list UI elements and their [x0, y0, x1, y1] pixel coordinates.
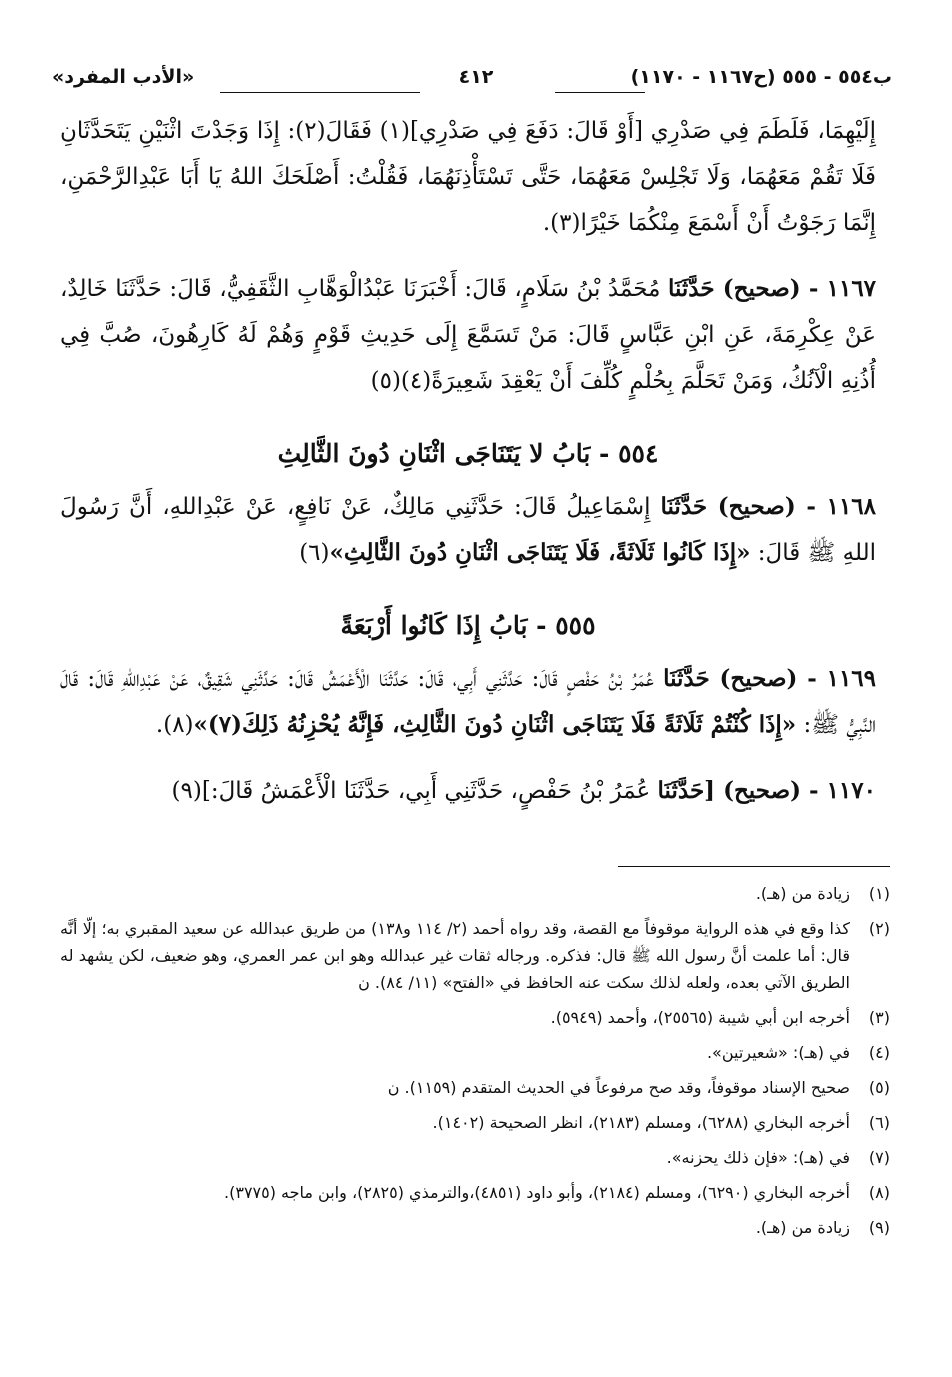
footnote [60, 1179, 890, 1206]
footnote-text: أخرجه ابن أبي شيبة (٢٥٥٦٥)، وأحمد (٥٩٤٩). [550, 1008, 850, 1027]
hadith-1169-note: (٨). [155, 712, 194, 738]
hadith-1169-text: عُمَرُ بْنُ حَفْصٍ قَالَ: حَدَّثَنِي أَبِي، قَالَ: حَدَّثَنَا الْأَعْمَشُ قَالَ: حَدَّثَنِي شَقِيقٌ، عَنْ عَبْدِاللهِ قَالَ: قَالَ النَّبِيُّ ﷺ: [60, 666, 876, 738]
footnote [60, 915, 890, 996]
hadith-1169-quote: «إِذَا كُنْتُمْ ثَلَاثَةً فَلَا يَتَنَاجَى اثْنَانِ دُونَ الثَّالِثِ، فَإِنَّهُ يُحْزِنُهُ ذَلِكَ(٧)» [193, 711, 797, 738]
footnote [60, 1214, 890, 1241]
hadith-1168-text: إِسْمَاعِيلُ قَالَ: حَدَّثَنِي مَالِكٌ، عَنْ نَافِعٍ، عَنْ عَبْدِاللهِ، أَنَّ رَسُولَ اللهِ ﷺ قَالَ: [60, 494, 876, 566]
hadith-1167-text: مُحَمَّدُ بْنُ سَلَامٍ، قَالَ: أَخْبَرَنَا عَبْدُالْوَهَّابِ الثَّقَفِيُّ، قَالَ: حَدَّثَنَا خَالِدٌ، عَنْ عِكْرِمَةَ، عَنِ ابْنِ عَبَّاسٍ قَالَ: مَنْ تَسَمَّعَ إِلَى حَدِيثِ قَوْمٍ وَهُمْ لَهُ كَارِهُونَ، صُبَّ فِي أُذُنِهِ الْآنُكُ، وَمَنْ تَحَلَّمَ بِحُلْمٍ كُلِّفَ أَنْ يَعْقِدَ شَعِيرَةً(٤)(٥) [60, 276, 876, 394]
continuation-paragraph: إِلَيْهِمَا، فَلَطَمَ فِي صَدْرِي [أَوْ قَالَ: دَفَعَ فِي صَدْرِي](١) فَقَالَ(٢): إِذَا وَجَدْتَ اثْنَيْنِ يَتَحَدَّثَانِ فَلَا تَقُمْ مَعَهُمَا، وَلَا تَجْلِسْ مَعَهُمَا، حَتَّى تَسْتَأْذِنَهُمَا، فَقُلْتُ: أَصْلَحَكَ اللهُ يَا أَبَا عَبْدِالرَّحْمَنِ، إِنَّمَا رَجَوْتُ أَنْ أَسْمَعَ مِنْكُمَا خَيْرًا(٣). [60, 118, 877, 236]
footnote-text: في (هـ): «شعيرتين». [706, 1043, 850, 1062]
footnote [60, 1109, 890, 1136]
footnote-number: (٤) [868, 1043, 890, 1062]
hadith-1170 [60, 768, 876, 814]
running-header [40, 66, 912, 102]
footnote-text: زيادة من (هـ). [755, 1218, 850, 1237]
header-book-title: «الأدب المفرد» [52, 66, 195, 88]
footnote [60, 1004, 890, 1031]
footnote [60, 1144, 890, 1171]
hadith-1167 [60, 266, 876, 404]
hadith-1170-text: عُمَرُ بْنُ حَفْصٍ، حَدَّثَنِي أَبِي، حَدَّثَنَا الْأَعْمَشُ قَالَ:](٩) [171, 778, 651, 804]
footnote-rule [618, 866, 890, 867]
header-rule-left [220, 92, 420, 93]
main-text [60, 108, 876, 814]
footnote [60, 1039, 890, 1066]
hadith-1168 [60, 484, 876, 576]
hadith-1170-lead: ١١٧٠ - (صحيح) [حَدَّثَنَا [657, 777, 876, 804]
footnote-text: صحيح الإسناد موقوفاً، وقد صح مرفوعاً في الحديث المتقدم (١١٥٩). ن [387, 1078, 850, 1097]
footnote-number: (١) [868, 884, 890, 903]
hadith-1168-lead: ١١٦٨ - (صحيح) حَدَّثَنَا [660, 493, 877, 520]
hadith-1168-note: (٦) [299, 540, 330, 566]
footnote [60, 1074, 890, 1101]
footnote-text: أخرجه البخاري (٦٢٩٠)، ومسلم (٢١٨٤)، وأبو داود (٤٨٥١)،والترمذي (٢٨٢٥)، وابن ماجه (٣٧٧٥). [224, 1183, 850, 1202]
footnote-number: (٨) [868, 1183, 890, 1202]
chapter-555-heading: ٥٥٥ - بَابُ إِذَا كَانُوا أَرْبَعَةً [340, 611, 596, 640]
footnote-text: زيادة من (هـ). [755, 884, 850, 903]
footnote-text: في (هـ): «فإن ذلك يحزنه». [666, 1148, 850, 1167]
hadith-1169-lead: ١١٦٩ - (صحيح) حَدَّثَنَا [663, 665, 877, 692]
footnote-number: (٧) [868, 1148, 890, 1167]
footnote-number: (٣) [868, 1008, 890, 1027]
footnote-text: كذا وقع في هذه الرواية موقوفاً مع القصة، وقد رواه أحمد (٢/ ١١٤ و١٣٨) من طريق عبدالله عن سعيد المقبري به؛ إلّا أنَّه قال: أما علمت أنَّ رسول الله ﷺ قال: فذكره. ورجاله ثقات غير عبدالله وهو ابن عمر العمري، وهو ضعيف، لكن يشهد له الطريق الآتي بعده، ولعله لذلك سكت عنه الحافظ في «الفتح» (١١/ ٨٤). ن [60, 919, 850, 992]
hadith-1168-quote: «إِذَا كَانُوا ثَلَاثَةً، فَلَا يَتَنَاجَى اثْنَانِ دُونَ الثَّالِثِ» [329, 539, 751, 566]
footnote-number: (٩) [868, 1218, 890, 1237]
footnote [60, 880, 890, 907]
chapter-554-heading: ٥٥٤ - بَابُ لا يَتَنَاجَى اثْنَانِ دُونَ الثَّالِثِ [277, 439, 659, 468]
footnote-number: (٦) [868, 1113, 890, 1132]
hadith-1167-lead: ١١٦٧ - (صحيح) حَدَّثَنَا [667, 275, 877, 302]
footnote-text: أخرجه البخاري (٦٢٨٨)، ومسلم (٢١٨٣)، انظر الصحيحة (١٤٠٢). [432, 1113, 850, 1132]
footnote-number: (٢) [868, 919, 890, 938]
footnote-number: (٥) [868, 1078, 890, 1097]
page-number: ٤١٢ [458, 66, 494, 88]
header-rule-right [555, 92, 645, 93]
header-chapter-range: ب٥٥٤ - ٥٥٥ (ح١١٦٧ - ١١٧٠) [630, 66, 892, 88]
footnotes [60, 880, 890, 1249]
hadith-1169 [60, 656, 876, 748]
